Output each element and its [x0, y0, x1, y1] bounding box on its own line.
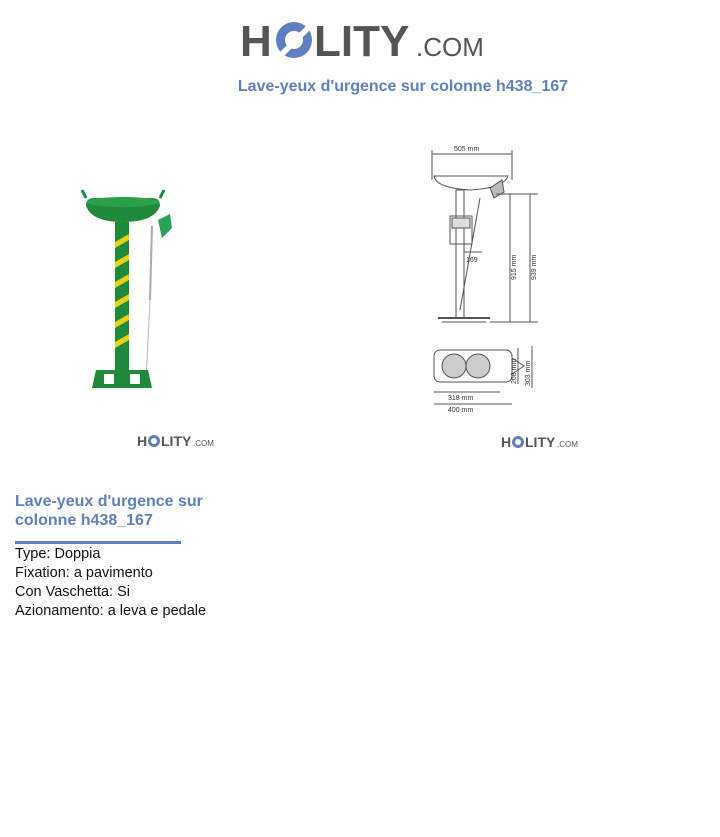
dim-depth-a: 268 mm: [511, 358, 518, 384]
svg-text:LITY: LITY: [525, 434, 556, 450]
spec-basin: Con Vaschetta: Si: [15, 584, 130, 600]
dim-base-b: 400 mm: [448, 407, 474, 414]
logo-o-icon: [276, 22, 312, 58]
watermark-logo: [137, 430, 217, 452]
svg-text:LITY: LITY: [161, 433, 192, 449]
dim-height-a: 915 mm: [511, 254, 518, 280]
dim-inner: 169: [466, 257, 478, 264]
spec-list: [15, 545, 206, 621]
heading-divider: [15, 541, 181, 544]
svg-text:H: H: [501, 434, 512, 450]
dim-width-top: 505 mm: [454, 146, 480, 153]
page-title: Lave-yeux d'urgence sur colonne h438_167: [237, 78, 569, 95]
logo-domain: .COM: [416, 32, 484, 62]
svg-text:.COM: .COM: [193, 439, 214, 448]
spec-fixation: Fixation: a pavimento: [15, 565, 153, 581]
product-photo: [60, 180, 200, 400]
logo-letter-h: H: [240, 17, 272, 66]
technical-drawing: [420, 140, 560, 425]
watermark-logo: [501, 431, 581, 453]
dim-base-a: 318 mm: [448, 395, 474, 402]
svg-text:H: H: [137, 433, 148, 449]
spec-activation: Azionamento: a leva e pedale: [15, 603, 207, 619]
product-heading: Lave-yeux d'urgence sur colonne h438_167: [15, 493, 203, 529]
holity-logo[interactable]: [238, 10, 488, 66]
svg-text:.COM: .COM: [557, 440, 578, 449]
logo-letters-lity: LITY: [314, 17, 410, 66]
dim-depth-b: 303 mm: [525, 360, 532, 386]
dim-height-b: 939 mm: [531, 254, 538, 280]
spec-type: Type: Doppia: [15, 546, 101, 562]
